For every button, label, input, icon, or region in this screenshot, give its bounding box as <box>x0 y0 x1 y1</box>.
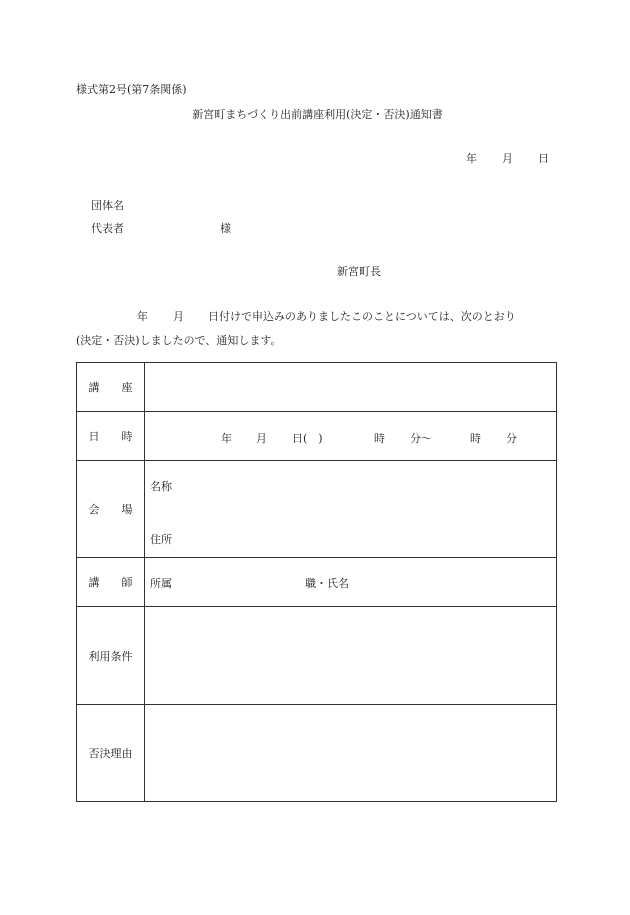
notice-table <box>76 362 557 802</box>
date-month-label: 月 <box>502 152 513 165</box>
organization-name-label: 団体名 <box>91 199 124 212</box>
document-title: 新宮町まちづくり出前講座利用(決定・否決)通知書 <box>192 108 443 121</box>
venue-name-label: 名称 <box>150 480 172 493</box>
lecturer-label: 講 師 <box>77 558 145 607</box>
table-row-course <box>77 363 557 412</box>
conditions-value-cell <box>145 607 557 705</box>
datetime-label: 日 時 <box>77 412 145 461</box>
venue-label: 会 場 <box>77 461 145 558</box>
body-text-line1 <box>76 310 556 324</box>
datetime-month: 月 <box>256 432 267 445</box>
body-year-label: 年 <box>137 310 148 323</box>
table-row-venue <box>77 461 557 558</box>
datetime-minute-end: 分 <box>506 432 517 445</box>
date-day-label: 日 <box>538 152 549 165</box>
table-row-lecturer <box>77 558 557 607</box>
reason-value-cell <box>145 705 557 802</box>
datetime-year: 年 <box>221 432 232 445</box>
table-row-reason <box>77 705 557 802</box>
datetime-hour-start: 時 <box>374 432 385 445</box>
datetime-hour-end: 時 <box>470 432 481 445</box>
reason-label: 否決理由 <box>77 705 145 802</box>
course-label: 講 座 <box>77 363 145 412</box>
lecturer-value-cell <box>145 558 557 607</box>
issue-date <box>466 152 549 166</box>
conditions-label: 利用条件 <box>77 607 145 705</box>
body-month-label: 月 <box>173 310 184 323</box>
sender-name: 新宮町長 <box>337 265 381 278</box>
venue-value-cell <box>145 461 557 558</box>
table-row-datetime <box>77 412 557 461</box>
honorific-sama: 様 <box>220 222 231 235</box>
table-row-conditions <box>77 607 557 705</box>
venue-address-label: 住所 <box>150 533 172 546</box>
date-year-label: 年 <box>466 152 477 165</box>
body-text-line2: (決定・否決)しましたので、通知します。 <box>76 334 282 347</box>
datetime-value-cell <box>145 412 557 461</box>
course-value-cell <box>145 363 557 412</box>
body-text-rest: 日付けで申込みのありましたこのことについては、次のとおり <box>208 310 516 323</box>
datetime-day: 日( ) <box>292 432 323 445</box>
datetime-minute-start: 分〜 <box>410 432 432 445</box>
form-number: 様式第2号(第7条関係) <box>76 83 187 96</box>
lecturer-affiliation-label: 所属 <box>150 577 172 590</box>
representative-label: 代表者 <box>91 222 124 235</box>
lecturer-position-label: 職・氏名 <box>305 577 349 590</box>
